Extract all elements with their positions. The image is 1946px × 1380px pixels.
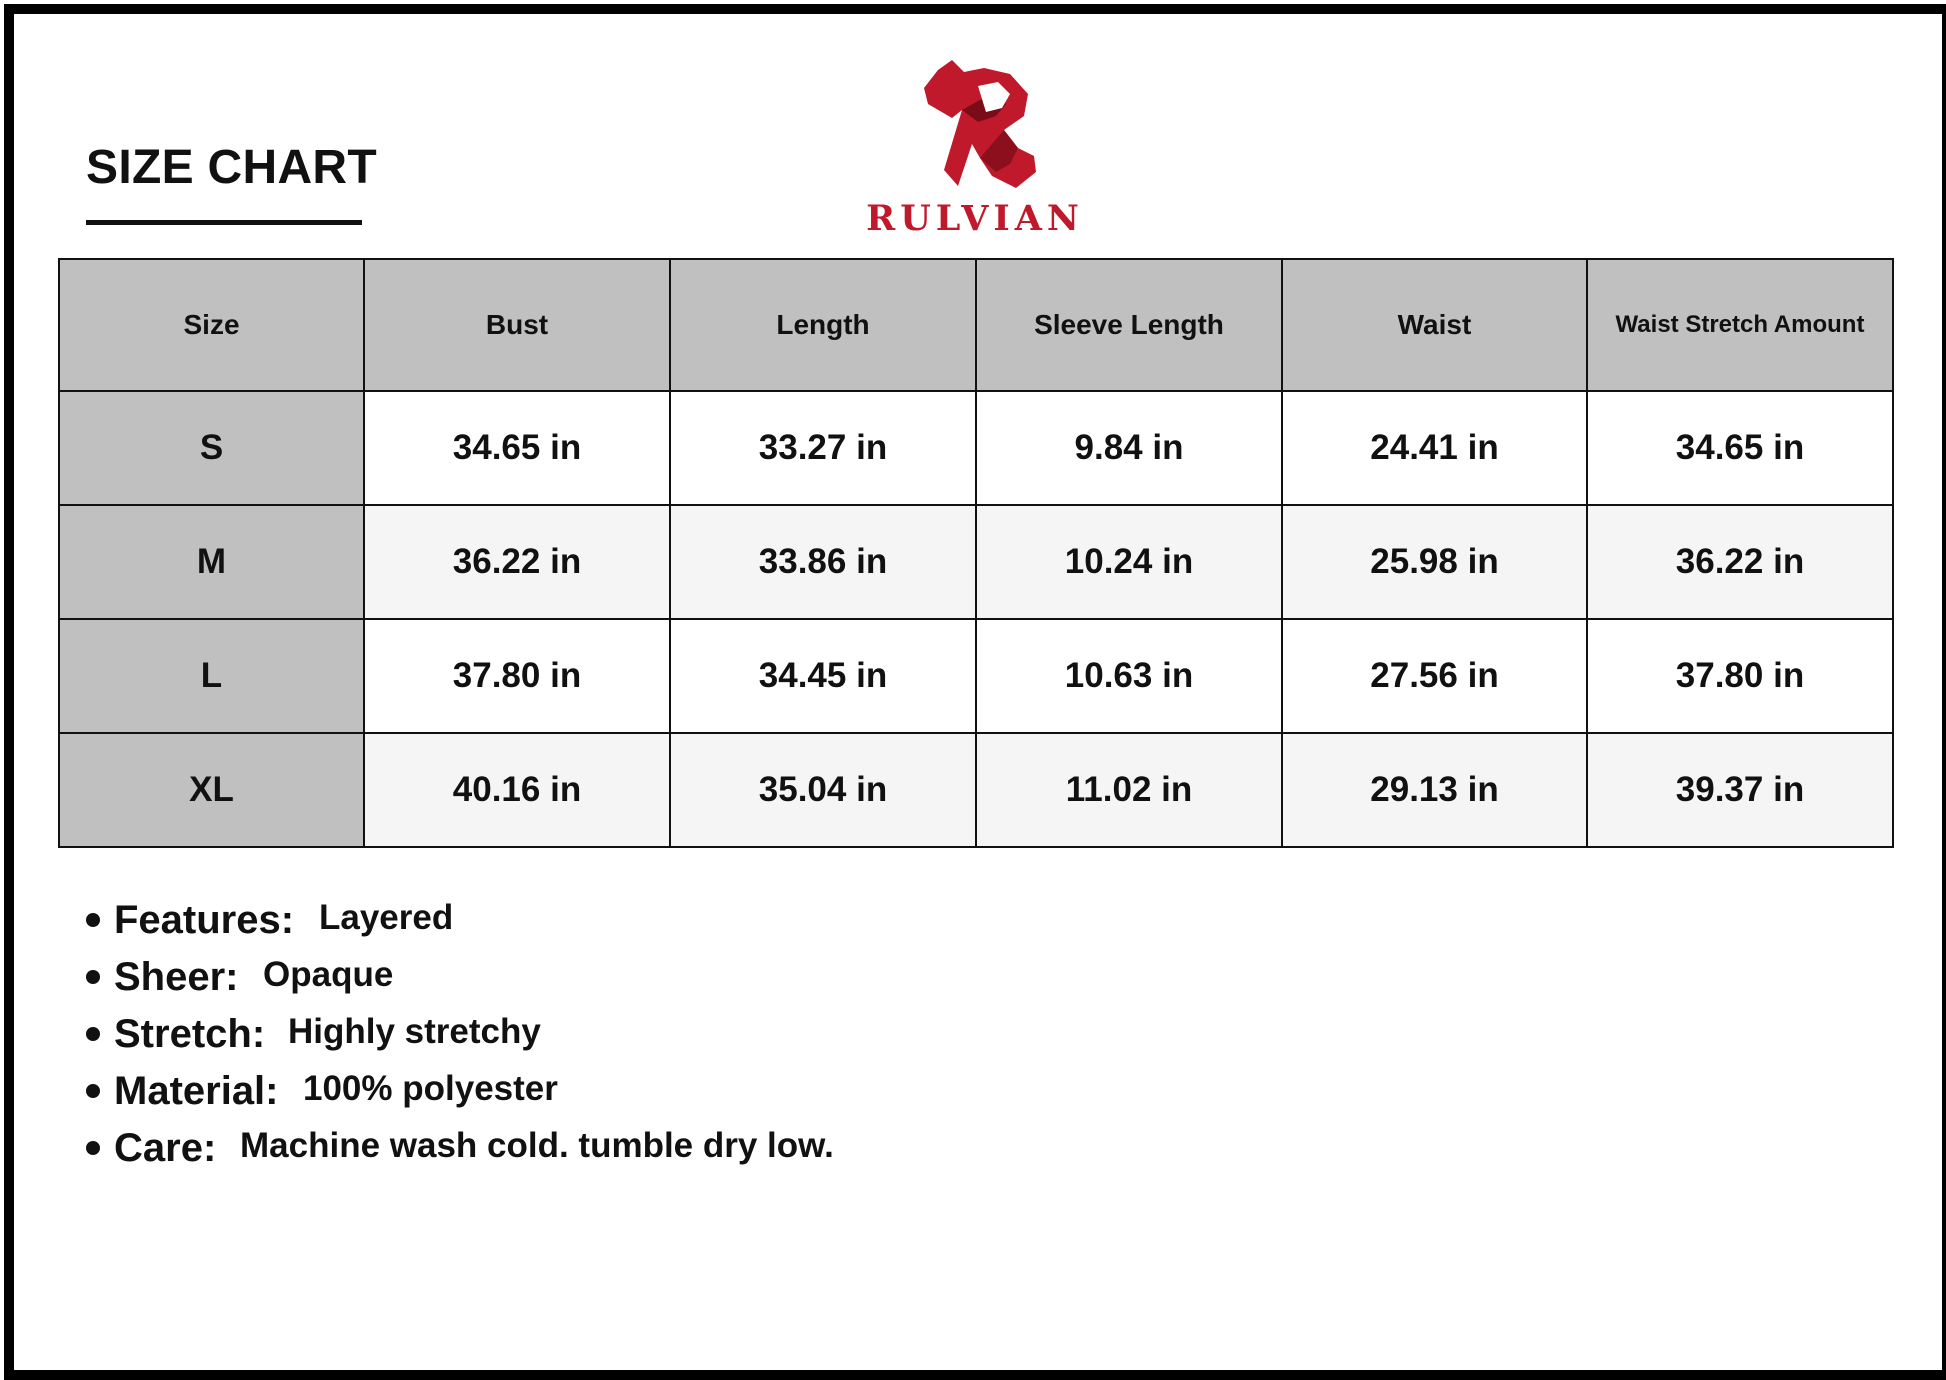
table-row xyxy=(59,391,1893,505)
bust-cell: 34.65 in xyxy=(364,391,670,505)
waist-cell: 29.13 in xyxy=(1282,733,1587,847)
spec-value: Machine wash cold. tumble dry low. xyxy=(240,1126,834,1165)
bullet-icon xyxy=(86,970,100,984)
table-row xyxy=(59,733,1893,847)
sleeve-length-cell: 10.63 in xyxy=(976,619,1282,733)
waist-stretch-cell: 37.80 in xyxy=(1587,619,1893,733)
waist-cell: 25.98 in xyxy=(1282,505,1587,619)
spec-label: Care: xyxy=(114,1126,217,1170)
header-length: Length xyxy=(670,259,976,391)
bust-cell: 37.80 in xyxy=(364,619,670,733)
brand-monogram-icon xyxy=(918,60,1038,188)
waist-cell: 27.56 in xyxy=(1282,619,1587,733)
size-cell: S xyxy=(59,391,364,505)
sleeve-length-cell: 11.02 in xyxy=(976,733,1282,847)
header-size: Size xyxy=(59,259,364,391)
bullet-icon xyxy=(86,1027,100,1041)
size-cell: L xyxy=(59,619,364,733)
title-underline xyxy=(86,220,362,225)
table-header-row xyxy=(59,259,1893,391)
spec-value: Highly stretchy xyxy=(288,1012,541,1051)
sleeve-length-cell: 10.24 in xyxy=(976,505,1282,619)
spec-label: Material: xyxy=(114,1069,279,1113)
length-cell: 33.86 in xyxy=(670,505,976,619)
sleeve-length-cell: 9.84 in xyxy=(976,391,1282,505)
header-bust: Bust xyxy=(364,259,670,391)
table-row xyxy=(59,619,1893,733)
spec-value: 100% polyester xyxy=(303,1069,558,1108)
size-cell: M xyxy=(59,505,364,619)
brand-name: RULVIAN xyxy=(866,198,1084,239)
size-table xyxy=(58,258,1894,848)
spec-label: Sheer: xyxy=(114,955,239,999)
spec-value: Opaque xyxy=(263,955,394,994)
waist-stretch-cell: 39.37 in xyxy=(1587,733,1893,847)
brand-logo xyxy=(860,60,1090,239)
size-cell: XL xyxy=(59,733,364,847)
bust-cell: 40.16 in xyxy=(364,733,670,847)
table-row xyxy=(59,505,1893,619)
header-sleeve-length: Sleeve Length xyxy=(976,259,1282,391)
spec-value: Layered xyxy=(319,898,454,937)
bullet-icon xyxy=(86,913,100,927)
bust-cell: 36.22 in xyxy=(364,505,670,619)
bullet-icon xyxy=(86,1084,100,1098)
header-waist: Waist xyxy=(1282,259,1587,391)
bullet-icon xyxy=(86,1141,100,1155)
spec-label: Features: xyxy=(114,898,295,942)
waist-cell: 24.41 in xyxy=(1282,391,1587,505)
waist-stretch-cell: 34.65 in xyxy=(1587,391,1893,505)
length-cell: 34.45 in xyxy=(670,619,976,733)
spec-label: Stretch: xyxy=(114,1012,266,1056)
page-title: SIZE CHART xyxy=(86,141,377,194)
waist-stretch-cell: 36.22 in xyxy=(1587,505,1893,619)
header-waist-stretch-amount: Waist Stretch Amount xyxy=(1587,259,1893,391)
length-cell: 35.04 in xyxy=(670,733,976,847)
length-cell: 33.27 in xyxy=(670,391,976,505)
